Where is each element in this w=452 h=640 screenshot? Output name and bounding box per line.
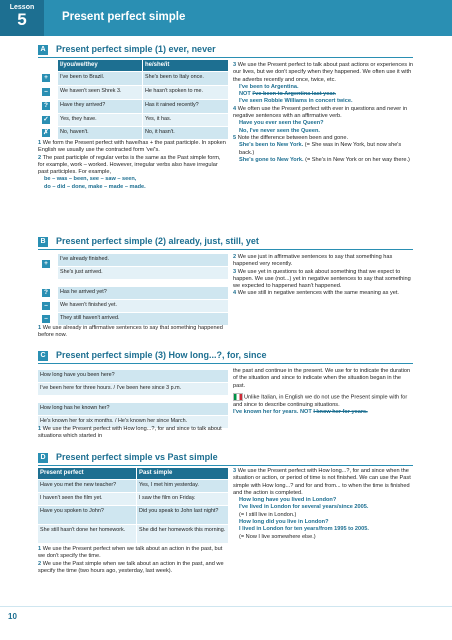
table-cell: We haven't seen Shrek 3. <box>58 86 142 99</box>
note-continued: the past and continue in the present. We use for to indicate the duration of the situation and since to indicate when the situation began in the past. <box>233 368 411 389</box>
table-cell: She's been to Italy once. <box>143 72 228 85</box>
note-1 <box>38 426 228 441</box>
plus-icon: + <box>42 260 50 268</box>
note-number: 1 <box>38 140 42 146</box>
table-header: he/she/it <box>143 60 228 71</box>
table-header: Present perfect <box>38 468 136 479</box>
note-text: We use yet in questions to ask about something that we expect to happen. We use (not...) yet in negative sentences to say that something we expected to happened hasn't happened. <box>233 268 411 290</box>
table-row <box>38 370 228 383</box>
table-header: I/you/we/they <box>58 60 142 71</box>
section-a-heading <box>38 44 413 58</box>
page-title: Present perfect simple <box>62 11 186 23</box>
table-cell: How long has he known her? <box>38 403 228 415</box>
section-d-title: Present perfect simple vs Past simple <box>56 452 218 462</box>
note-text: We often use the Present perfect with ever in questions and never in negative sentences with an affirmative verb. <box>233 105 408 120</box>
section-b-right-notes <box>233 254 413 298</box>
example: I've lived in London for several years/since 2005. <box>239 504 369 511</box>
lesson-number: 5 <box>17 10 27 29</box>
note-number: 4 <box>233 105 237 112</box>
table-cell: Yes, they have. <box>58 114 142 126</box>
section-d-left-notes <box>38 546 228 575</box>
table-spacer <box>38 280 228 287</box>
struck-example: I've been to Argentina last year. <box>252 91 336 98</box>
table-cell: No, it hasn't. <box>143 127 228 139</box>
table-row <box>38 287 228 300</box>
table-row <box>38 127 228 140</box>
note-1 <box>38 140 228 155</box>
gloss: (= Now I live somewhere else.) <box>239 533 316 540</box>
table-row <box>38 300 228 313</box>
note-2 <box>38 561 228 576</box>
note-text: We use the Present perfect with How long...?, for and since to talk about situations which started in <box>38 426 222 440</box>
section-b-title: Present perfect simple (2) already, just, still, yet <box>56 236 259 246</box>
table-cell: I've been here for three hours. / I've been here since 3 p.m. <box>38 383 228 395</box>
table-row <box>38 525 228 544</box>
table-cell: Yes, I met him yesterday. <box>137 480 228 492</box>
note-5 <box>233 135 413 142</box>
section-b-table <box>38 254 228 326</box>
note-3 <box>233 269 413 291</box>
note-text: We use already in affirmative sentences to say that something happened before now. <box>38 325 223 339</box>
section-d-badge: D <box>38 453 48 463</box>
note-number: 2 <box>38 154 42 161</box>
table-header-row <box>38 468 228 480</box>
example-contrast <box>233 409 413 416</box>
question-icon: ? <box>42 102 50 110</box>
table-cell: Has it rained recently? <box>143 100 228 113</box>
table-cell: Yes, it has. <box>143 114 228 126</box>
note-number: 3 <box>233 62 237 68</box>
section-c-left-notes <box>38 426 228 441</box>
table-row <box>38 383 228 396</box>
section-c-table <box>38 370 228 429</box>
section-d-right-notes <box>233 468 413 541</box>
table-cell: I've already finished. <box>58 254 228 266</box>
note-3 <box>233 468 413 497</box>
note-text: We form the Present perfect with have/has + the past participle. In spoken English we usually use the contracted form 've/'s. <box>38 140 226 154</box>
note-1 <box>38 325 228 340</box>
question-icon: ? <box>42 289 50 297</box>
table-row <box>38 72 228 86</box>
table-cell: I haven't seen the film yet. <box>38 493 136 505</box>
example: Have you ever seen the Queen? <box>239 120 324 127</box>
table-cell: She still hasn't done her homework. <box>38 525 136 543</box>
lesson-badge <box>0 0 44 36</box>
note-1 <box>38 546 228 561</box>
example-with-gloss <box>233 142 413 157</box>
section-b-left-notes <box>38 325 228 340</box>
note-number: 2 <box>38 560 42 567</box>
page-number: 10 <box>8 612 17 621</box>
section-b-badge: B <box>38 237 48 247</box>
table-cell: I saw the film on Friday. <box>137 493 228 505</box>
note-text: We use the Past simple when we talk about an action in the past, and we specify the time (two hours ago, yesterday, last week). <box>38 560 224 574</box>
section-d-table <box>38 468 228 544</box>
cross-icon: ✗ <box>43 129 49 136</box>
example: No, I've never seen the Queen. <box>239 127 320 134</box>
table-row <box>38 86 228 100</box>
table-cell: He's known her for six months. / He's known her since March. <box>38 416 228 428</box>
note-4 <box>233 290 413 297</box>
section-c-heading <box>38 350 413 364</box>
section-c-right-notes <box>233 368 413 416</box>
minus-icon: – <box>42 302 50 310</box>
example: How long did you live in London? <box>239 519 329 526</box>
table-cell: Have they arrived? <box>58 100 142 113</box>
table-row <box>38 254 228 267</box>
table-spacer <box>38 396 228 403</box>
struck-example: I know her for years. <box>313 408 368 415</box>
example: She's been to New York. <box>239 142 304 149</box>
table-cell: Has he arrived yet? <box>58 287 228 299</box>
note-number: 1 <box>38 426 42 432</box>
footer-divider <box>0 606 452 607</box>
table-cell: No, haven't. <box>58 127 142 139</box>
not-label: NOT <box>299 408 312 415</box>
not-label: NOT <box>239 91 251 98</box>
note-number: 1 <box>38 325 42 331</box>
example: I've known her for years. <box>233 408 299 415</box>
example: How long have you lived in London? <box>239 497 337 504</box>
gloss: (= I still live in London.) <box>239 511 297 518</box>
section-a-title: Present perfect simple (1) ever, never <box>56 44 216 54</box>
table-cell: He hasn't spoken to me. <box>143 86 228 99</box>
table-row <box>38 493 228 506</box>
lesson-word: Lesson <box>9 4 35 11</box>
italian-flag-icon <box>233 393 243 401</box>
note-3 <box>233 62 413 84</box>
table-row <box>38 506 228 525</box>
lesson-header <box>0 0 452 36</box>
table-cell: How long have you been here? <box>38 370 228 382</box>
table-header: Past simple <box>137 468 228 479</box>
note-text: Unlike Italian, in English we do not use the Present simple with for and since to describe continuing situations. <box>233 394 408 408</box>
table-row <box>38 403 228 416</box>
note-text: We use the Present perfect with How long...?, for and since when the situation or action, or period of time is not finished. We can use the Past simple with How long...? and for and from... to when the time is finished and the action is completed. <box>233 468 411 496</box>
table-row <box>38 114 228 127</box>
section-c-badge: C <box>38 351 48 361</box>
section-a-left-notes <box>38 140 228 191</box>
section-b-heading <box>38 236 413 250</box>
minus-icon: – <box>42 88 50 96</box>
note-number: 5 <box>233 134 237 141</box>
plus-icon: + <box>42 74 50 82</box>
gloss: (= She was in New York, but now she's back.) <box>239 142 402 156</box>
table-header-row <box>38 60 228 72</box>
table-cell: She's just arrived. <box>58 267 228 279</box>
note-text: The past participle of regular verbs is the same as the Past simple form, for example, work – worked. However, irregular verbs also have irregular past participles. For example, <box>38 154 221 176</box>
section-a-badge: A <box>38 45 48 55</box>
note-number: 1 <box>38 546 42 552</box>
table-row <box>38 267 228 280</box>
italian-note <box>233 393 413 409</box>
table-cell: Did you speak to John last night? <box>137 506 228 524</box>
example: I've been to Argentina. <box>239 83 299 90</box>
table-cell: She did her homework this morning. <box>137 525 228 543</box>
note-number: 3 <box>233 468 237 474</box>
check-icon: ✓ <box>43 116 49 123</box>
table-cell: We haven't finished yet. <box>58 300 228 312</box>
table-cell: I've been to Brazil. <box>58 72 142 85</box>
wrong-example <box>233 91 413 98</box>
note-text: Note the difference between been and gone. <box>237 134 348 141</box>
note-4 <box>233 106 413 121</box>
table-row <box>38 100 228 114</box>
note-2 <box>233 254 413 269</box>
irregular-example: do – did – done, make – made – made. <box>44 183 146 190</box>
gloss: (= She's in New York or on her way there.) <box>305 156 410 163</box>
note-text: We use still in negative sentences with the same meaning as yet. <box>237 290 399 297</box>
minus-icon: – <box>42 315 50 323</box>
note-text: We use the Present perfect when we talk about an action in the past, but we don't specify the time. <box>38 546 223 560</box>
table-row <box>38 480 228 493</box>
table-cell: Have you spoken to John? <box>38 506 136 524</box>
example: I lived in London for ten years/from 1995 to 2005. <box>239 526 369 533</box>
table-cell: Have you met the new teacher? <box>38 480 136 492</box>
section-d-heading <box>38 452 413 466</box>
irregular-example: be – was – been, see – saw – seen, <box>44 176 137 183</box>
example: She's gone to New York. <box>239 156 304 163</box>
note-number: 3 <box>233 268 237 275</box>
table-cell: They still haven't arrived. <box>58 313 228 325</box>
note-text: We use just in affirmative sentences to say that something has happened very recently. <box>233 254 393 268</box>
note-text: We use the Present perfect to talk about past actions or experiences in our lives, but we don't specify when they happened. We often use it with the adverbs recently and once, twice, etc. <box>233 62 413 83</box>
note-2 <box>38 155 228 177</box>
section-c-title: Present perfect simple (3) How long...?, for, since <box>56 350 267 360</box>
example-with-gloss <box>233 157 413 164</box>
note-number: 2 <box>233 254 237 260</box>
section-a-table <box>38 60 228 140</box>
note-number: 4 <box>233 290 237 297</box>
section-a-right-notes <box>233 62 413 164</box>
example: I've seen Robbie Williams in concert twice. <box>239 98 353 105</box>
